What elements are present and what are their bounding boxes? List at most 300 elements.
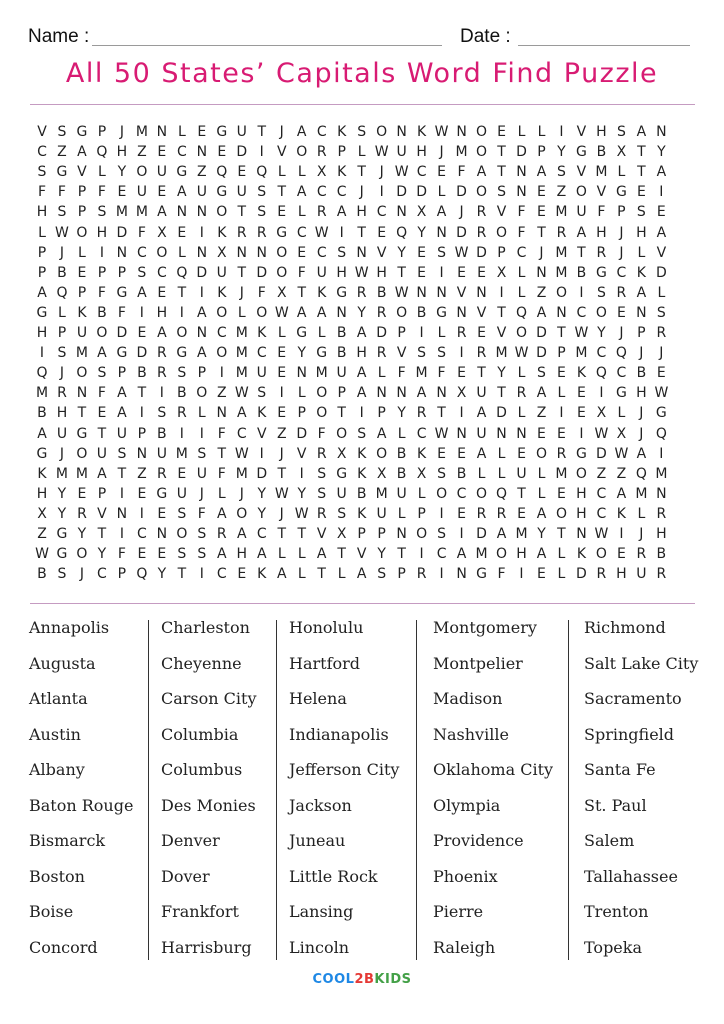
- grid-letter: S: [197, 546, 207, 563]
- grid-letter: E: [157, 505, 167, 522]
- grid-letter: I: [199, 284, 204, 301]
- grid-letter: E: [457, 505, 466, 522]
- grid-letter: C: [616, 365, 627, 382]
- grid-letter: P: [77, 204, 87, 221]
- logo-part-cool: COOL: [312, 972, 355, 987]
- grid-letter: W: [594, 526, 609, 542]
- grid-letter: A: [336, 204, 347, 221]
- grid-letter: P: [117, 566, 127, 583]
- grid-letter: N: [456, 425, 467, 442]
- grid-letter: W: [574, 325, 589, 341]
- grid-letter: I: [359, 405, 364, 422]
- grid-letter: G: [116, 284, 128, 301]
- grid-letter: U: [196, 184, 207, 201]
- grid-letter: M: [75, 465, 88, 482]
- grid-letter: C: [256, 345, 267, 362]
- grid-letter: W: [314, 224, 329, 241]
- grid-letter: Z: [217, 385, 227, 402]
- grid-letter: N: [156, 526, 168, 542]
- grid-letter: M: [555, 465, 568, 482]
- grid-letter: B: [37, 566, 47, 583]
- word-item: Atlanta: [29, 689, 88, 708]
- grid-letter: N: [196, 144, 208, 161]
- grid-letter: F: [97, 184, 106, 201]
- grid-letter: A: [37, 284, 47, 301]
- word-item: Columbus: [161, 760, 243, 779]
- grid-letter: Y: [157, 566, 167, 583]
- grid-letter: H: [336, 264, 347, 281]
- word-item: Topeka: [584, 937, 643, 957]
- grid-letter: R: [77, 505, 87, 522]
- grid-letter: O: [296, 144, 308, 161]
- grid-letter: E: [457, 264, 466, 281]
- grid-letter: T: [557, 526, 566, 542]
- grid-letter: F: [217, 425, 226, 442]
- grid-letter: Y: [557, 144, 566, 161]
- grid-letter: A: [476, 405, 487, 422]
- grid-letter: R: [516, 385, 527, 402]
- grid-letter: M: [495, 345, 508, 362]
- grid-letter: A: [316, 546, 327, 563]
- grid-letter: T: [497, 164, 506, 181]
- grid-letter: P: [397, 566, 406, 583]
- grid-letter: N: [236, 244, 248, 261]
- grid-letter: L: [277, 164, 286, 181]
- grid-letter: Z: [276, 425, 287, 442]
- grid-letter: B: [656, 546, 667, 563]
- grid-letter: V: [376, 244, 387, 261]
- grid-letter: K: [357, 445, 367, 462]
- grid-letter: V: [396, 345, 407, 362]
- grid-letter: D: [116, 224, 128, 241]
- grid-letter: A: [356, 365, 367, 382]
- grid-letter: R: [316, 445, 327, 462]
- grid-letter: R: [316, 505, 327, 522]
- grid-letter: U: [336, 485, 347, 502]
- grid-letter: O: [196, 385, 208, 402]
- grid-letter: S: [197, 445, 207, 462]
- grid-letter: C: [256, 526, 267, 542]
- grid-letter: O: [256, 304, 268, 321]
- grid-letter: B: [396, 445, 407, 462]
- grid-letter: Y: [597, 325, 606, 341]
- grid-letter: E: [497, 124, 506, 140]
- grid-letter: L: [197, 405, 206, 422]
- word-item: Juneau: [289, 831, 346, 850]
- grid-letter: I: [519, 566, 524, 583]
- grid-letter: R: [596, 566, 607, 583]
- grid-letter: Z: [616, 465, 627, 482]
- grid-letter: L: [637, 244, 646, 261]
- grid-letter: T: [337, 546, 346, 563]
- grid-letter: S: [57, 566, 67, 583]
- grid-letter: I: [299, 465, 304, 482]
- grid-letter: T: [537, 224, 546, 241]
- grid-letter: S: [57, 124, 67, 140]
- grid-letter: M: [235, 365, 248, 382]
- grid-letter: X: [456, 385, 467, 402]
- grid-letter: G: [476, 566, 487, 583]
- grid-letter: G: [336, 465, 348, 482]
- grid-letter: G: [56, 526, 68, 542]
- grid-letter: A: [117, 405, 127, 422]
- grid-letter: W: [514, 345, 529, 362]
- grid-letter: Y: [257, 505, 267, 522]
- word-item: Albany: [29, 760, 85, 779]
- grid-letter: T: [637, 144, 646, 161]
- grid-letter: Z: [197, 164, 207, 181]
- grid-letter: O: [496, 224, 508, 241]
- grid-letter: H: [596, 224, 607, 241]
- grid-letter: I: [499, 284, 504, 301]
- grid-letter: H: [376, 264, 387, 281]
- word-item: Springfield: [584, 724, 675, 744]
- grid-letter: I: [259, 445, 264, 462]
- grid-letter: E: [117, 184, 127, 201]
- grid-letter: A: [197, 304, 207, 321]
- grid-letter: C: [336, 184, 347, 201]
- column-divider: [416, 620, 417, 960]
- grid-letter: J: [659, 345, 664, 362]
- grid-letter: A: [97, 465, 107, 482]
- grid-letter: J: [539, 244, 544, 261]
- word-item: Oklahoma City: [433, 760, 554, 779]
- grid-letter: M: [415, 365, 428, 382]
- grid-letter: S: [257, 385, 267, 402]
- word-item: Montpelier: [433, 653, 523, 673]
- grid-letter: U: [136, 184, 147, 201]
- grid-letter: N: [296, 365, 307, 382]
- grid-letter: R: [656, 325, 667, 341]
- grid-letter: N: [556, 304, 567, 321]
- grid-letter: S: [97, 365, 107, 382]
- grid-letter: E: [417, 264, 427, 281]
- grid-letter: O: [216, 304, 228, 321]
- grid-letter: G: [336, 284, 348, 301]
- grid-letter: R: [57, 385, 67, 402]
- grid-letter: O: [96, 325, 108, 341]
- grid-letter: U: [316, 264, 327, 281]
- logo-part-2b: 2B: [354, 972, 375, 987]
- grid-letter: N: [436, 385, 447, 402]
- grid-letter: L: [177, 244, 186, 261]
- grid-letter: V: [77, 164, 87, 181]
- grid-letter: X: [276, 284, 287, 301]
- grid-letter: R: [416, 566, 427, 583]
- grid-letter: M: [475, 546, 488, 563]
- grid-letter: K: [317, 284, 327, 301]
- grid-letter: A: [536, 385, 547, 402]
- grid-letter: D: [256, 264, 268, 281]
- grid-letter: L: [517, 365, 526, 382]
- grid-letter: J: [279, 124, 284, 140]
- grid-letter: U: [156, 445, 167, 462]
- grid-letter: D: [236, 144, 248, 161]
- grid-letter: K: [576, 365, 587, 382]
- grid-letter: A: [296, 304, 307, 321]
- grid-letter: U: [216, 264, 227, 281]
- grid-letter: T: [557, 325, 566, 341]
- grid-letter: W: [654, 385, 669, 402]
- grid-letter: F: [437, 365, 446, 382]
- grid-letter: W: [234, 385, 249, 402]
- grid-letter: H: [356, 204, 367, 221]
- grid-letter: G: [176, 345, 188, 362]
- grid-letter: N: [476, 284, 487, 301]
- grid-letter: D: [476, 244, 487, 261]
- grid-letter: N: [176, 204, 188, 221]
- grid-letter: O: [236, 505, 248, 522]
- grid-letter: N: [436, 224, 447, 241]
- grid-letter: L: [397, 425, 406, 442]
- grid-letter: A: [656, 224, 667, 241]
- grid-letter: R: [556, 224, 567, 241]
- grid-letter: J: [79, 566, 84, 583]
- grid-letter: K: [217, 224, 227, 241]
- grid-letter: X: [616, 144, 627, 161]
- grid-letter: X: [416, 204, 427, 221]
- grid-letter: F: [217, 465, 226, 482]
- grid-letter: T: [117, 465, 127, 482]
- grid-letter: L: [177, 124, 186, 140]
- grid-letter: J: [639, 405, 644, 422]
- grid-letter: F: [117, 546, 126, 563]
- word-item: Frankfort: [161, 902, 239, 921]
- grid-letter: A: [217, 546, 227, 563]
- grid-letter: V: [356, 546, 367, 563]
- grid-letter: L: [38, 224, 46, 241]
- grid-letter: B: [376, 284, 387, 301]
- name-field-line[interactable]: [92, 45, 442, 46]
- grid-letter: E: [537, 566, 546, 583]
- grid-letter: I: [159, 385, 164, 402]
- grid-letter: A: [97, 345, 107, 362]
- grid-letter: Q: [256, 164, 268, 181]
- grid-letter: O: [136, 164, 148, 181]
- grid-letter: X: [336, 445, 347, 462]
- grid-letter: H: [516, 546, 527, 563]
- grid-letter: A: [636, 124, 647, 140]
- grid-letter: S: [177, 505, 187, 522]
- grid-letter: P: [297, 405, 306, 422]
- grid-letter: E: [577, 385, 586, 402]
- grid-letter: M: [455, 144, 468, 161]
- grid-letter: J: [59, 445, 65, 462]
- grid-letter: T: [97, 425, 107, 442]
- grid-letter: A: [236, 526, 247, 542]
- grid-letter: M: [115, 204, 128, 221]
- grid-letter: J: [619, 325, 624, 341]
- grid-letter: J: [59, 244, 65, 261]
- grid-letter: L: [437, 325, 446, 341]
- grid-letter: G: [276, 224, 288, 241]
- grid-letter: M: [55, 465, 68, 482]
- grid-letter: D: [496, 405, 507, 422]
- middle-divider: [30, 603, 695, 604]
- grid-letter: L: [437, 184, 446, 201]
- word-item: Boise: [29, 902, 74, 921]
- grid-letter: V: [496, 204, 507, 221]
- grid-letter: I: [119, 526, 124, 542]
- grid-letter: G: [216, 124, 228, 140]
- date-field-line[interactable]: [518, 45, 690, 46]
- grid-letter: G: [76, 425, 88, 442]
- grid-letter: P: [97, 264, 107, 281]
- grid-letter: A: [117, 385, 127, 402]
- grid-letter: I: [259, 144, 264, 161]
- word-item: Santa Fe: [584, 760, 656, 779]
- grid-letter: H: [616, 566, 627, 583]
- grid-letter: V: [256, 425, 267, 442]
- grid-letter: R: [476, 204, 487, 221]
- grid-letter: L: [297, 164, 306, 181]
- grid-letter: B: [416, 304, 427, 321]
- grid-letter: I: [139, 505, 144, 522]
- grid-letter: D: [516, 144, 527, 161]
- grid-letter: R: [656, 505, 667, 522]
- grid-letter: O: [476, 485, 488, 502]
- grid-letter: X: [496, 264, 507, 281]
- grid-letter: N: [216, 405, 228, 422]
- word-item: Concord: [29, 937, 98, 957]
- grid-letter: E: [557, 425, 566, 442]
- grid-letter: M: [135, 124, 148, 140]
- grid-letter: H: [96, 224, 108, 241]
- grid-letter: K: [576, 546, 587, 563]
- grid-letter: U: [116, 425, 128, 442]
- grid-letter: F: [197, 505, 206, 522]
- word-item: Cheyenne: [161, 653, 242, 673]
- grid-letter: A: [256, 546, 267, 563]
- grid-letter: A: [77, 144, 87, 161]
- grid-letter: C: [596, 345, 607, 362]
- grid-letter: S: [357, 124, 367, 140]
- grid-letter: G: [576, 445, 587, 462]
- grid-letter: C: [176, 144, 187, 161]
- grid-letter: Z: [37, 526, 47, 542]
- grid-letter: W: [394, 164, 409, 181]
- grid-letter: Z: [596, 465, 607, 482]
- grid-letter: L: [217, 485, 226, 502]
- grid-letter: E: [477, 264, 486, 281]
- grid-letter: A: [217, 505, 227, 522]
- grid-letter: X: [416, 465, 427, 482]
- grid-letter: A: [576, 224, 587, 241]
- grid-letter: I: [119, 485, 124, 502]
- grid-letter: D: [456, 184, 467, 201]
- grid-letter: O: [436, 485, 448, 502]
- grid-letter: N: [516, 164, 527, 181]
- grid-letter: I: [619, 526, 624, 542]
- grid-letter: R: [156, 465, 167, 482]
- grid-letter: R: [556, 445, 567, 462]
- grid-letter: Q: [96, 144, 108, 161]
- grid-letter: R: [216, 526, 227, 542]
- grid-letter: H: [36, 325, 48, 341]
- grid-letter: L: [297, 566, 306, 583]
- grid-letter: D: [416, 184, 427, 201]
- grid-letter: Y: [397, 405, 406, 422]
- grid-letter: I: [439, 566, 444, 583]
- grid-letter: D: [376, 325, 388, 341]
- grid-letter: E: [237, 164, 247, 181]
- grid-letter: I: [139, 405, 144, 422]
- grid-letter: S: [337, 505, 347, 522]
- grid-letter: H: [56, 405, 68, 422]
- grid-letter: C: [516, 244, 527, 261]
- grid-letter: J: [239, 284, 244, 301]
- grid-letter: J: [619, 244, 624, 261]
- grid-letter: O: [276, 264, 288, 281]
- grid-letter: W: [234, 445, 249, 462]
- grid-letter: J: [359, 184, 364, 201]
- grid-letter: Q: [216, 164, 228, 181]
- grid-letter: O: [496, 546, 508, 563]
- grid-letter: U: [396, 485, 407, 502]
- grid-letter: V: [496, 325, 507, 341]
- grid-letter: N: [656, 124, 667, 140]
- grid-letter: F: [97, 284, 106, 301]
- grid-letter: M: [75, 345, 88, 362]
- grid-letter: H: [576, 505, 587, 522]
- grid-letter: Y: [657, 144, 666, 161]
- grid-letter: F: [57, 184, 66, 201]
- grid-letter: I: [419, 546, 424, 563]
- grid-letter: S: [97, 204, 107, 221]
- grid-letter: V: [656, 244, 667, 261]
- grid-letter: F: [137, 224, 146, 241]
- grid-letter: U: [96, 445, 108, 462]
- grid-letter: E: [477, 325, 486, 341]
- grid-letter: J: [239, 485, 244, 502]
- grid-letter: L: [637, 505, 646, 522]
- grid-letter: C: [316, 244, 327, 261]
- grid-letter: N: [636, 304, 647, 321]
- grid-letter: P: [357, 526, 366, 542]
- grid-letter: Y: [117, 164, 127, 181]
- grid-letter: D: [576, 566, 587, 583]
- grid-letter: C: [296, 224, 307, 241]
- grid-letter: U: [176, 485, 187, 502]
- grid-letter: I: [179, 304, 184, 321]
- grid-letter: N: [116, 505, 128, 522]
- grid-letter: T: [397, 264, 406, 281]
- grid-letter: H: [116, 144, 128, 161]
- grid-letter: H: [636, 385, 647, 402]
- grid-letter: L: [98, 164, 106, 181]
- grid-letter: S: [157, 405, 167, 422]
- grid-letter: G: [436, 304, 447, 321]
- grid-letter: W: [434, 124, 449, 140]
- grid-letter: S: [257, 204, 267, 221]
- grid-letter: R: [376, 304, 387, 321]
- grid-letter: P: [337, 385, 346, 402]
- grid-letter: E: [277, 345, 287, 362]
- grid-letter: T: [137, 385, 147, 402]
- grid-letter: J: [639, 425, 644, 442]
- grid-letter: K: [257, 325, 267, 341]
- grid-letter: S: [437, 526, 447, 542]
- grid-letter: Y: [497, 365, 506, 382]
- grid-letter: I: [599, 385, 604, 402]
- grid-letter: L: [657, 284, 666, 301]
- grid-letter: Q: [496, 485, 508, 502]
- grid-letter: I: [199, 425, 204, 442]
- grid-letter: A: [296, 184, 307, 201]
- grid-letter: A: [157, 325, 167, 341]
- grid-letter: T: [497, 385, 506, 402]
- grid-letter: J: [379, 164, 384, 181]
